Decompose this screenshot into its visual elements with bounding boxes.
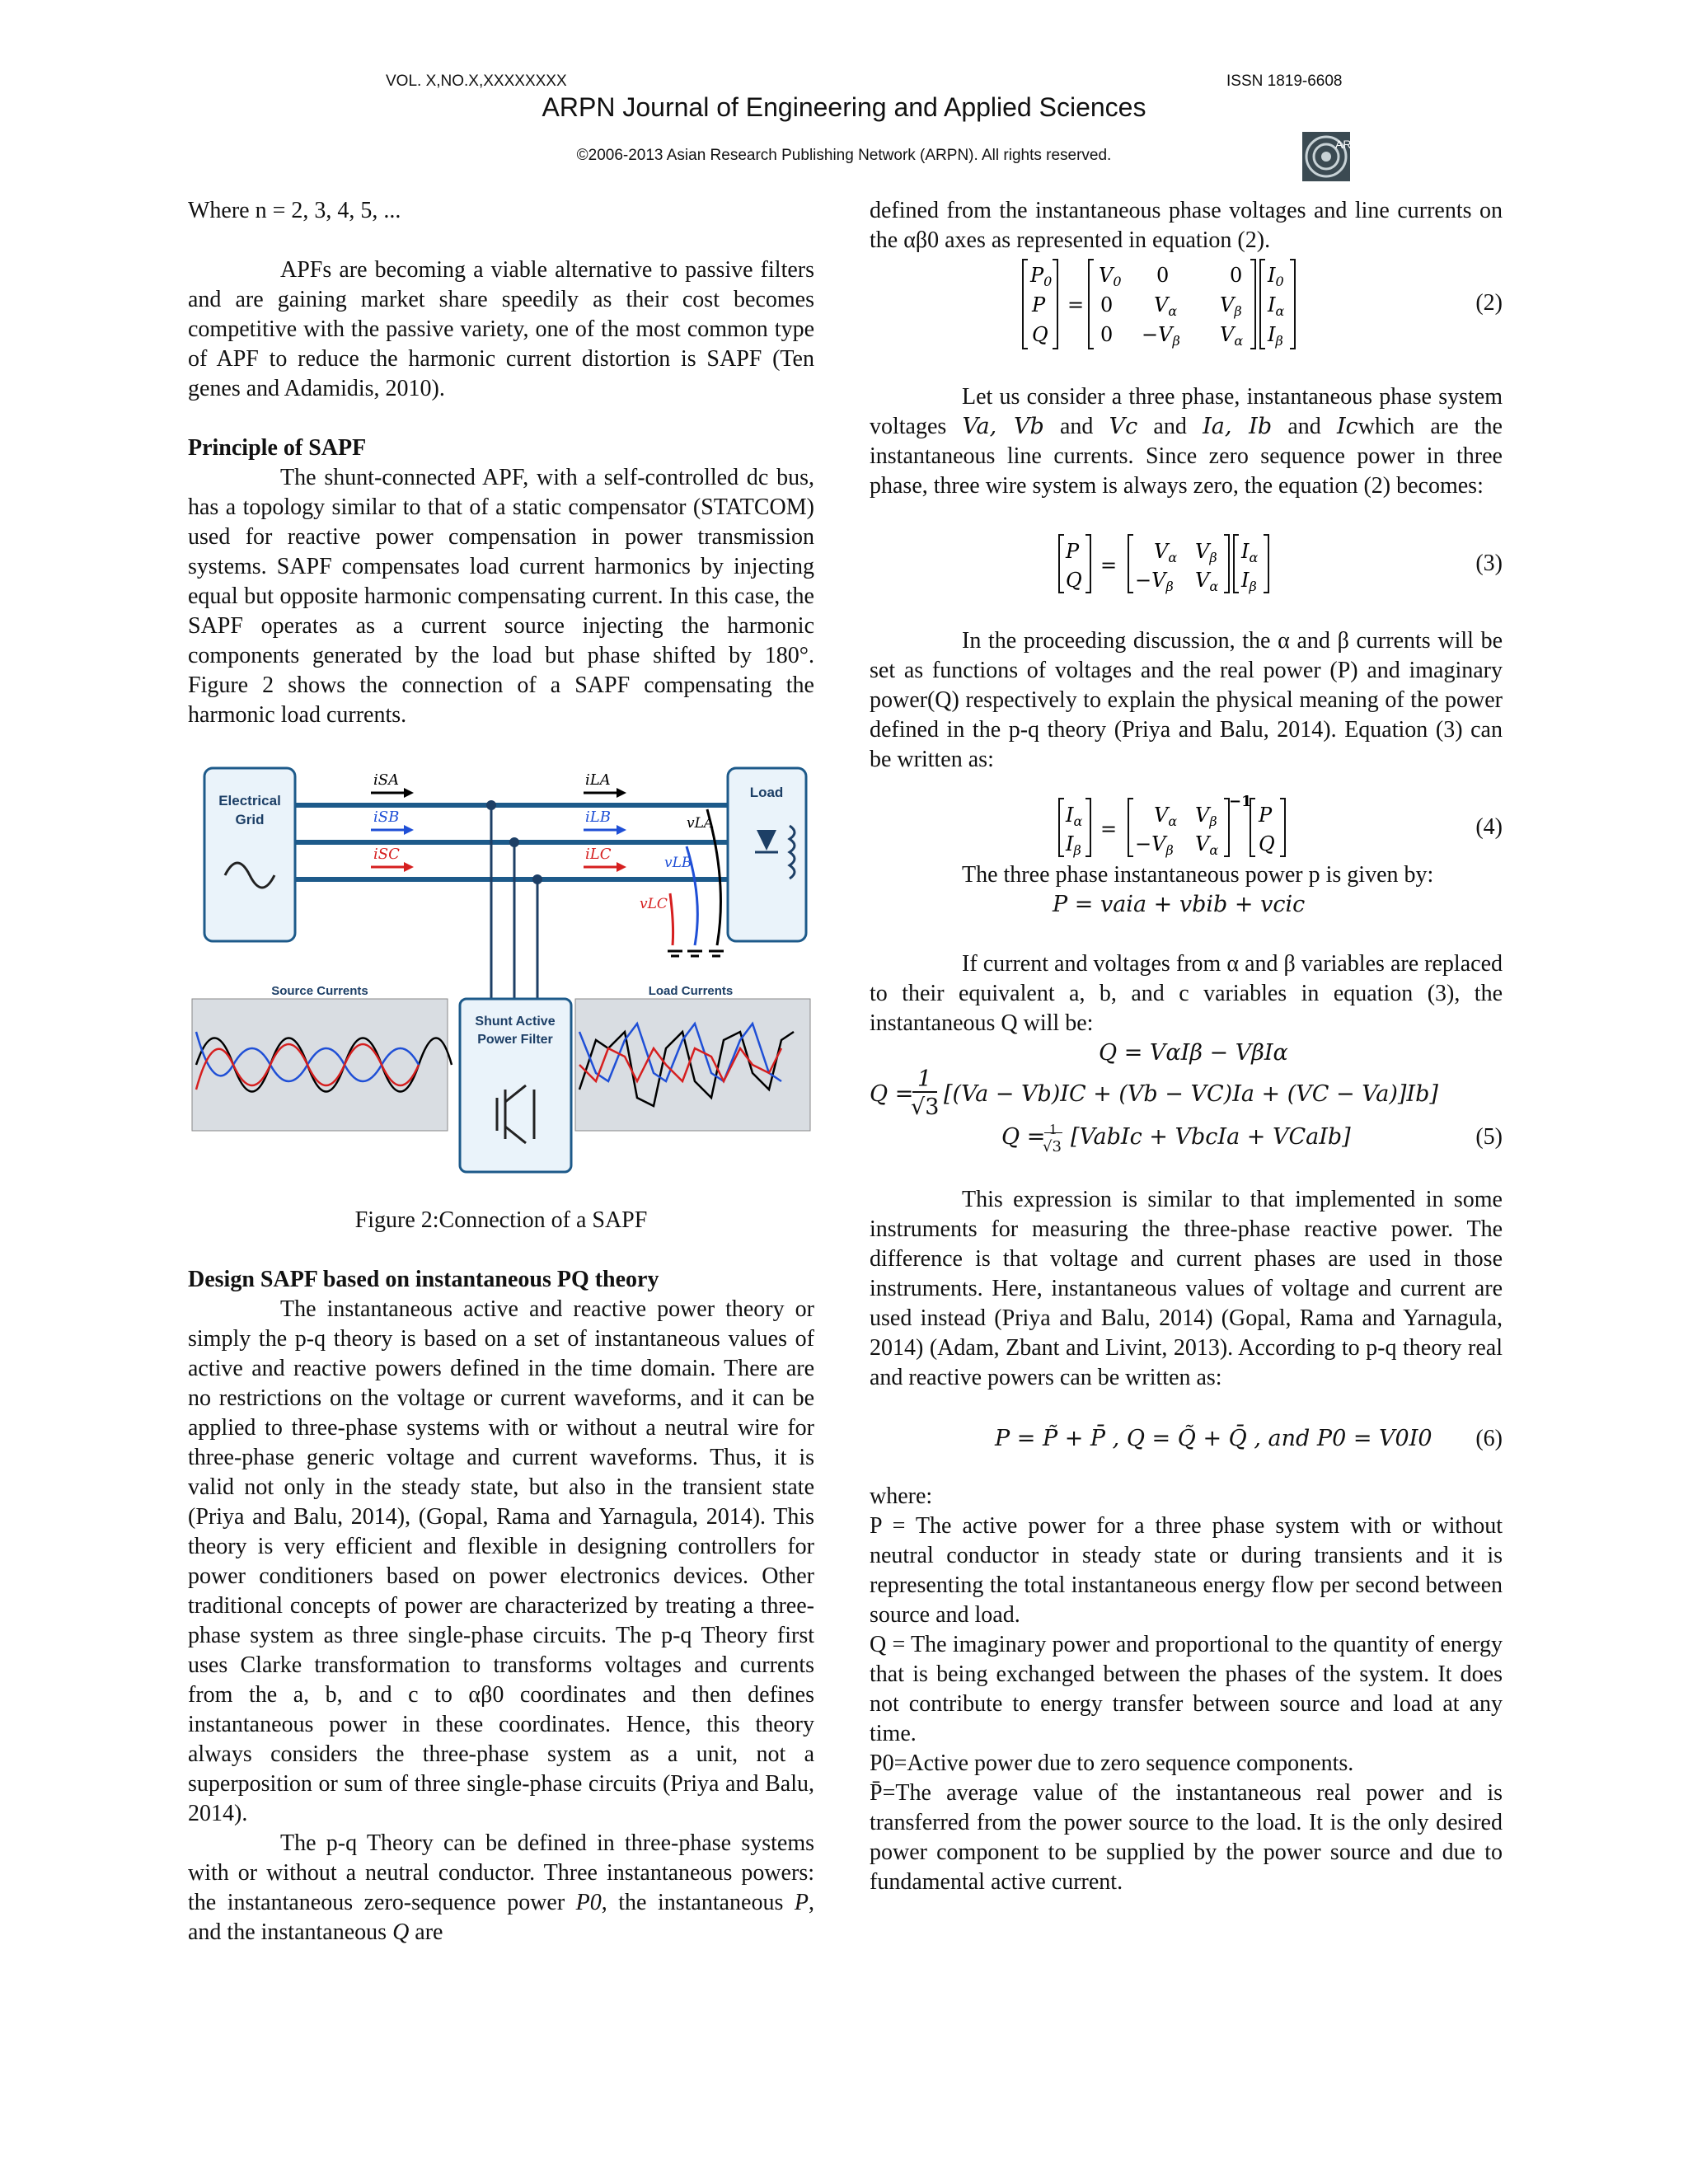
heading-design: Design SAPF based on instantaneous PQ theory — [188, 1267, 659, 1292]
svg-text:Iβ: $I_\beta$ — [1241, 569, 1257, 594]
svg-text:Vα: $V_\alpha$ — [1154, 804, 1178, 829]
label-isa: iSA — [373, 771, 400, 789]
svg-text:P: P — [1032, 293, 1046, 316]
label-vlc: vLC — [640, 896, 668, 912]
equation-p: P = vaia + vbib + vcic — [1053, 892, 1306, 917]
svg-text:Q: Q — [1032, 323, 1048, 346]
svg-text:Q: Q — [1259, 832, 1275, 855]
svg-text:0: 0 — [1100, 323, 1114, 346]
label-ilc: iLC — [585, 846, 612, 863]
svg-text:Vβ: $V_\beta$ — [1195, 804, 1217, 829]
svg-text:Vα: $V_\alpha$ — [1195, 569, 1219, 594]
svg-text:Iβ: $I_\beta$ — [1268, 323, 1283, 349]
filter-label-2: Power Filter — [477, 1033, 553, 1047]
label-isc: iSC — [373, 846, 400, 863]
svg-text:Iα: $I_\alpha$ — [1066, 804, 1083, 829]
where-n-line: Where n = 2, 3, 4, 5, ... — [188, 198, 401, 223]
label-ila: iLA — [585, 771, 611, 789]
svg-text:Iα: $I_\alpha$ — [1268, 293, 1285, 319]
figure-caption: Figure 2:Connection of a SAPF — [354, 1207, 648, 1233]
svg-text:0: 0 — [1230, 264, 1243, 287]
svg-text:Vα: $V_\alpha$ — [1220, 323, 1244, 349]
equation-6: P = P̃ + P̄ , Q = Q̃ + Q̄ , and P0 = V0I0 (6) — [870, 1422, 1503, 1459]
definition-p0: P0=Active power due to zero sequence components. — [870, 1750, 1354, 1776]
svg-text:Vβ: $V_\beta$ — [1220, 293, 1242, 319]
eq2-number: (2) — [1475, 290, 1503, 316]
svg-text:Iα: $I_\alpha$ — [1241, 540, 1259, 565]
svg-text:−1: −1 — [1229, 793, 1252, 810]
label-ilb: iLB — [585, 808, 611, 826]
volume-label: VOL. X,NO.X,XXXXXXXX — [386, 73, 567, 90]
sapf-diagram — [188, 760, 814, 1176]
svg-text:=: = — [1100, 554, 1118, 577]
svg-text:Iβ: $I_\beta$ — [1066, 832, 1081, 858]
paragraph-instantaneous-power: The three phase instantaneous power p is given by: — [962, 862, 1434, 888]
equation-q2: Q = 1 √3 [(Va − Vb)IC + (Vb − VC)Ia + (VC − Va)]Ib] — [870, 1066, 1438, 1120]
figure-sapf-connection — [188, 760, 814, 1176]
issn-label: ISSN 1819-6608 — [1226, 73, 1343, 90]
grid-label-2: Grid — [235, 812, 265, 827]
grid-label-1: Electrical — [218, 793, 281, 808]
definition-q: Q = The imaginary power and proportional to the quantity of energy that is being exchanged between the phases of the system. It does not contribute to energy transfer between source and load at any time. — [870, 1632, 1503, 1746]
copyright-line: ©2006-2013 Asian Research Publishing Network (ARPN). All rights reserved. — [576, 147, 1112, 164]
paragraph-three-phase: Let us consider a three phase, instantaneous phase system voltages Va, Vb and Vc and Ia, Ib and Icwhich are the instantaneous line currents. Since zero sequence power in three phase, three wire system is always zero, the equation (2) becomes: — [870, 384, 1503, 499]
svg-text:0: 0 — [1156, 264, 1170, 287]
svg-text:P0: $P_0$ — [1030, 264, 1053, 289]
svg-text:=: = — [1067, 293, 1085, 316]
eq6-number: (6) — [1475, 1426, 1503, 1451]
label-isb: iSB — [373, 808, 400, 826]
eq3-number: (3) — [1475, 551, 1503, 576]
svg-text:−Vβ: $-V_\beta$ — [1135, 832, 1174, 858]
svg-text:Vα: $V_\alpha$ — [1154, 540, 1178, 565]
paragraph-expression: This expression is similar to that implemented in some instruments for measuring the three-phase reactive power. The difference is that voltage and current phases are used in those instruments. Here, instantaneous values of voltage and current are used instead (Priya and Balu, 2014) (Gopal, Rama and Yarnagula, 2014) (Adam, Zbant and Livint, 2013). According to p-q theory real and reactive powers can be written as: — [870, 1187, 1503, 1390]
eq4-number: (4) — [1475, 814, 1503, 840]
where-label: where: — [870, 1483, 933, 1509]
paragraph-proceeding: In the proceeding discussion, the α and β currents will be set as functions of voltages and the real power (P) and imaginary power(Q) respectively to explain the physical meaning of the power defined in the p-q theory (Priya and Balu, 2014). Equation (3) can be written as: — [870, 628, 1503, 772]
paragraph-defined: defined from the instantaneous phase voltages and line currents on the αβ0 axes as represented in equation (2). — [870, 198, 1503, 253]
left-column — [188, 196, 814, 1947]
logo-text: ARPN — [1335, 138, 1367, 151]
paragraph-apf: APFs are becoming a viable alternative to passive filters and are gaining market share speedily as their cost becomes competitive with the passive variety, one of the most common type of APF to reduce the harmonic current distortion is SAPF (Ten genes and Adamidis, 2010). — [188, 257, 814, 401]
paragraph-principle: The shunt-connected APF, with a self-controlled dc bus, has a topology similar to that of a static compensator (STATCOM) used for reactive power compensation in power transmission systems. SAPF compensates load current harmonics by injecting equal but opposite harmonic compensating current. In this case, the SAPF operates as a current source injecting the harmonic components generated by the load but phase shifted by 180°. Figure 2 shows the connection of a SAPF compensating the harmonic load currents. — [188, 465, 814, 728]
svg-text:P: P — [1259, 804, 1273, 827]
svg-text:V0: $V_0$ — [1099, 264, 1122, 289]
equation-3 — [870, 531, 1503, 597]
journal-title: ARPN Journal of Engineering and Applied Sciences — [542, 92, 1146, 122]
definition-p: P = The active power for a three phase system with or without neutral conductor in steady state or during transients and it is representing the total instantaneous energy flow per second between source and load. — [870, 1513, 1503, 1628]
equation-2 — [870, 255, 1503, 353]
label-vla: vLA — [687, 815, 715, 832]
load-currents-title: Load Currents — [648, 984, 734, 998]
paragraph-pq-definition: The p-q Theory can be defined in three-phase systems with or without a neutral conductor. Three instantaneous powers: the instantaneous zero-sequence power P0, the instantaneous P, and the instantaneous Q are — [188, 1830, 814, 1945]
right-column — [870, 196, 1503, 1897]
load-label: Load — [749, 785, 784, 800]
ground-symbols — [668, 951, 724, 956]
heading-principle: Principle of SAPF — [188, 435, 367, 461]
eq5-number: (5) — [1475, 1124, 1503, 1150]
svg-text:Vα: $V_\alpha$ — [1195, 832, 1219, 858]
paragraph-replaced: If current and voltages from α and β variables are replaced to their equivalent a, b, and c variables in equation (3), the instantaneous Q will be: — [870, 951, 1503, 1036]
svg-text:Vα: $V_\alpha$ — [1154, 293, 1178, 319]
label-vlb: vLB — [664, 855, 692, 871]
svg-text:Vβ: $V_\beta$ — [1195, 540, 1217, 565]
definition-p-bar: P̄=The average value of the instantaneous real power and is transferred from the power source to the load. It is the only desired power component to be supplied by the power source and due to fundamental active current. — [870, 1780, 1503, 1895]
svg-text:=: = — [1100, 818, 1118, 841]
filter-label-1: Shunt Active — [475, 1015, 556, 1029]
equation-q1: Q = VαIβ − VβIα — [1099, 1040, 1288, 1066]
svg-text:0: 0 — [1100, 293, 1114, 316]
svg-text:Q: Q — [1066, 569, 1082, 592]
svg-text:I0: $I_0$ — [1268, 264, 1284, 289]
source-currents-plot — [192, 999, 448, 1131]
svg-text:−Vβ: $-V_\beta$ — [1135, 569, 1174, 594]
source-currents-title: Source Currents — [271, 984, 368, 998]
paragraph-pq-theory: The instantaneous active and reactive power theory or simply the p-q theory is based on a set of instantaneous values of active and reactive powers defined in the time domain. There are no restrictions on the voltage or current waveforms, and it can be applied to three-phase systems with or without a neutral wire for three-phase generic voltage and current waveforms. Thus, it is valid not only in the steady state, but also in the transient state (Priya and Balu, 2014), (Gopal, Rama and Yarnagula, 2014). This theory is very efficient and flexible in designing controllers for power conditioners based on power electronics devices. Other traditional concepts of power are characterized by treating a three-phase system as three single-phase circuits. The p-q Theory first uses Clarke transformation to transforms voltages and currents from the a, b, and c to αβ0 coordinates and then defines instantaneous power in these coordinates. Hence, this theory always considers the three-phase system as a unit, not a superposition or sum of three single-phase circuits (Priya and Balu, 2014). — [188, 1296, 814, 1826]
svg-text:−Vβ: $-V_\beta$ — [1142, 323, 1180, 349]
equation-4 — [870, 794, 1503, 860]
arpn-logo — [1302, 132, 1367, 181]
equation-5: Q = 1 √3 [VabIc + VbcIa + VCaIb] (5) — [1001, 1121, 1503, 1155]
svg-text:P: P — [1066, 540, 1080, 563]
